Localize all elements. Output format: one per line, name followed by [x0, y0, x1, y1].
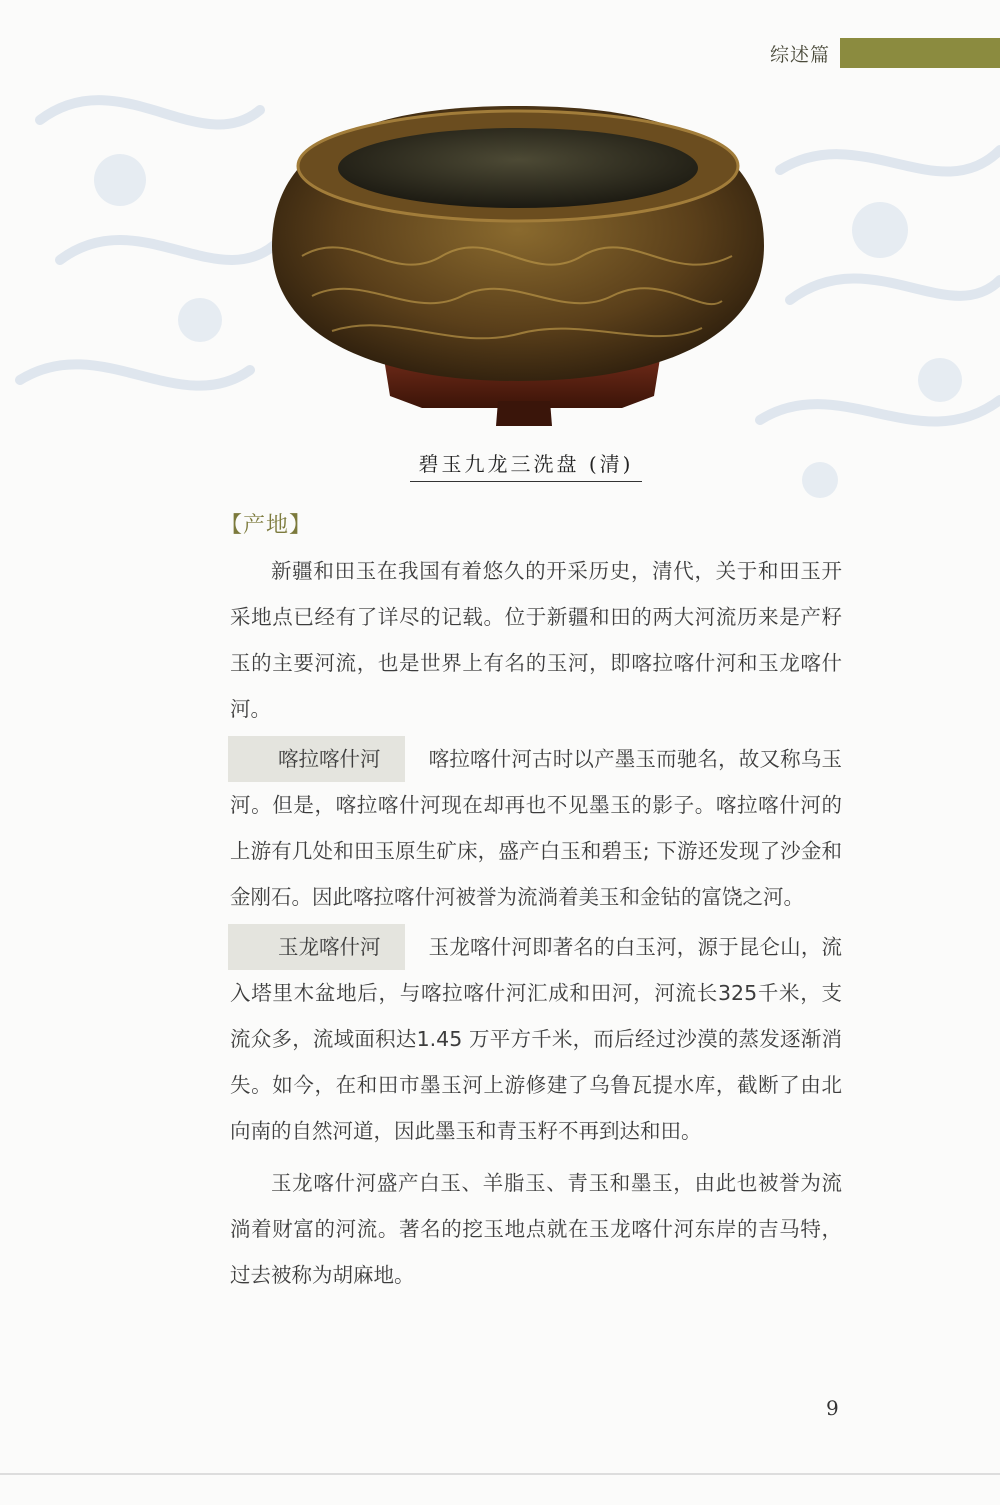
section-accent-bar	[840, 38, 1000, 68]
river-term-highlight: 玉龙喀什河	[228, 924, 405, 970]
jade-basin-photo	[262, 96, 774, 436]
figure-caption: 碧玉九龙三洗盘 (清)	[410, 448, 642, 482]
section-heading: 【产地】	[220, 513, 313, 538]
paragraph	[230, 924, 842, 1154]
page-number: 9	[826, 1396, 839, 1420]
body-text	[230, 548, 842, 1298]
paragraph-text: 玉龙喀什河即著名的白玉河，源于昆仑山，流入塔里木盆地后，与喀拉喀什河汇成和田河，河流长325千米，支流众多，流域面积达1.45 万平方千米，而后经过沙漠的蒸发逐渐消失。如今，在和田市墨玉河上游修建了乌鲁瓦提水库，截断了由北向南的自然河道，因此墨玉和青玉籽不再到达和田。	[230, 935, 842, 1143]
section-title: 综述篇	[769, 44, 830, 66]
paragraph: 玉龙喀什河盛产白玉、羊脂玉、青玉和墨玉，由此也被誉为流淌着财富的河流。著名的挖玉地点就在玉龙喀什河东岸的吉马特，过去被称为胡麻地。	[230, 1171, 842, 1287]
paragraph-text: 喀拉喀什河古时以产墨玉而驰名，故又称乌玉河。但是，喀拉喀什河现在却再也不见墨玉的影子。喀拉喀什河的上游有几处和田玉原生矿床，盛产白玉和碧玉; 下游还发现了沙金和金刚石。因此喀拉喀什河被誉为流淌着美玉和金钻的富饶之河。	[230, 747, 842, 909]
river-term-highlight: 喀拉喀什河	[228, 736, 405, 782]
paragraph: 新疆和田玉在我国有着悠久的开采历史，清代，关于和田玉开采地点已经有了详尽的记载。位于新疆和田的两大河流历来是产籽玉的主要河流，也是世界上有名的玉河，即喀拉喀什河和玉龙喀什河。	[230, 559, 842, 721]
page-bottom-edge	[0, 1473, 1000, 1475]
paragraph	[230, 736, 842, 920]
